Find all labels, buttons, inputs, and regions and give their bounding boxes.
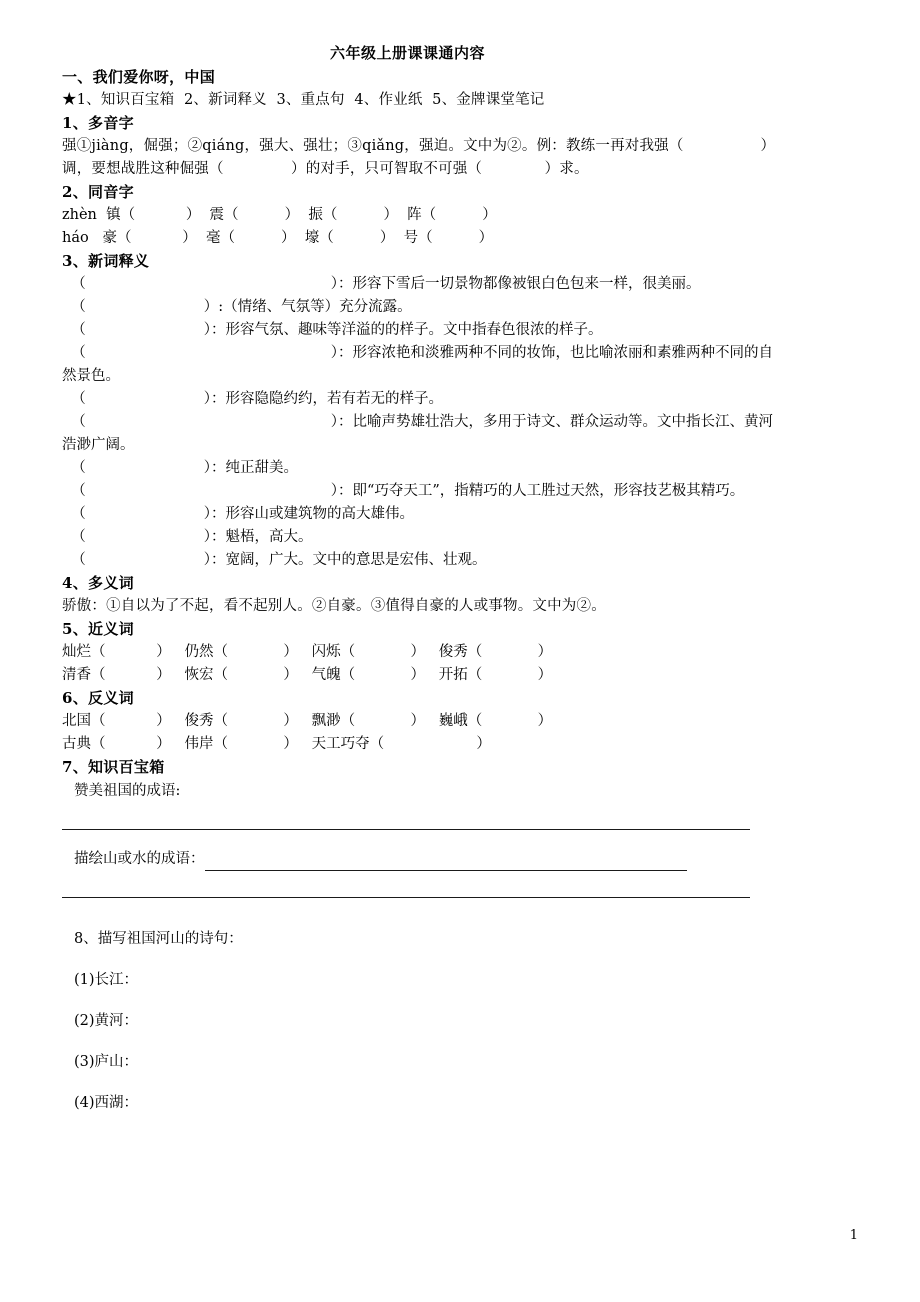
definition-blank[interactable] <box>86 513 204 526</box>
homophone-row <box>62 204 858 227</box>
definition-text: ）：形容隐隐约约，若有若无的样子。 <box>203 391 443 407</box>
synonym-row: 清香（ ） 恢宏（ ） 气魄（ ） 开拓（ ） <box>62 667 553 683</box>
definition-entry: （ ）：纯正甜美。 <box>62 457 858 480</box>
definition-entry: （ ）：形容气氛、趣味等洋溢的的样子。文中指春色很浓的样子。 <box>62 319 858 342</box>
poem-item-changjiang: (1)长江： <box>74 972 139 988</box>
definition-entry: （ ）：宽阔，广大。文中的意思是宏伟、壮观。 <box>62 549 858 572</box>
definition-text: ）：形容浓艳和淡雅两种不同的妆饰，也比喻浓丽和素雅两种不同的自 <box>330 345 773 361</box>
definition-text: ）：魁梧，高大。 <box>203 529 313 545</box>
section-7-body <box>62 780 858 898</box>
definition-entry: （ ）：比喻声势雄壮浩大，多用于诗文、群众运动等。文中指长江、黄河 <box>62 411 858 434</box>
section-1-line-1: 强①jiàng，倔强；②qiáng，强大、强壮；③qiǎng，强迫。文中为②。例：教练一再对我强（ ） <box>62 138 776 154</box>
unit-toc-line: ★1、知识百宝箱 2、新词释义 3、重点句 4、作业纸 5、金牌课堂笔记 <box>62 92 545 108</box>
definition-text: ）：形容山或建筑物的高大雄伟。 <box>203 506 414 522</box>
idiom-prompt-praise: 赞美祖国的成语: <box>74 783 181 799</box>
section-7-heading: 7、知识百宝箱 <box>62 758 165 776</box>
section-4-line: 骄傲：①自以为了不起，看不起别人。②自豪。③值得自豪的人或事物。文中为②。 <box>62 598 606 614</box>
definition-entry: （ ）:（情绪、气氛等）充分流露。 <box>62 296 858 319</box>
definition-text: ）:（情绪、气氛等）充分流露。 <box>203 299 412 315</box>
section-spacer <box>62 898 858 928</box>
unit-heading: 一、我们爱你呀，中国 <box>62 68 216 86</box>
antonym-row: 北国（ ） 俊秀（ ） 飘渺（ ） 巍峨（ ） <box>62 713 553 729</box>
poem-item-huanghe: (2)黄河： <box>74 1013 139 1029</box>
document-body <box>62 42 858 1115</box>
answer-space[interactable] <box>62 803 858 829</box>
definition-text: ）：即“巧夺天工”，指精巧的人工胜过天然，形容技艺极其精巧。 <box>330 483 745 499</box>
section-8-heading: 8、描写祖国河山的诗句： <box>74 931 243 947</box>
definition-entry: （ ）：形容隐隐约约，若有若无的样子。 <box>62 388 858 411</box>
homophone-cell: 豪（ ） <box>102 230 197 246</box>
definition-list <box>62 273 858 572</box>
definition-entry: （ ）：形容下雪后一切景物都像被银白色包来一样，很美丽。 <box>62 273 858 296</box>
pinyin-label: zhèn <box>62 207 97 223</box>
antonym-row: 古典（ ） 伟岸（ ） 天工巧夺（ ） <box>62 736 491 752</box>
definition-entry: （ ）：形容山或建筑物的高大雄伟。 <box>62 503 858 526</box>
definition-entry: （ ）：魁梧，高大。 <box>62 526 858 549</box>
definition-entry: （ ）：形容浓艳和淡雅两种不同的妆饰，也比喻浓丽和素雅两种不同的自 <box>62 342 858 365</box>
page-title: 六年级上册课课通内容 <box>329 44 485 62</box>
definition-blank[interactable] <box>86 329 204 342</box>
section-5-heading: 5、近义词 <box>62 620 134 638</box>
definition-text: ）：形容气氛、趣味等洋溢的的样子。文中指春色很浓的样子。 <box>203 322 603 338</box>
homophone-cell: 震（ ） <box>209 207 300 223</box>
section-4-heading: 4、多义词 <box>62 574 134 592</box>
definition-text: ）：形容下雪后一切景物都像被银白色包来一样，很美丽。 <box>330 276 701 292</box>
idiom-prompt-landscape <box>62 848 858 871</box>
homophone-row <box>62 227 858 250</box>
section-1-line-2: 调，要想战胜这种倔强（ ）的对手，只可智取不可强（ ）求。 <box>62 161 589 177</box>
answer-rule-inline[interactable] <box>205 857 687 871</box>
definition-blank[interactable] <box>86 536 204 549</box>
definition-blank[interactable] <box>86 490 331 503</box>
definition-entry: （ ）：即“巧夺天工”，指精巧的人工胜过天然，形容技艺极其精巧。 <box>62 480 858 503</box>
pinyin-label: háo <box>62 230 89 246</box>
homophone-cell: 振（ ） <box>308 207 398 223</box>
definition-blank[interactable] <box>86 283 331 296</box>
synonym-row: 灿烂（ ） 仍然（ ） 闪烁（ ） 俊秀（ ） <box>62 644 553 660</box>
answer-space[interactable] <box>62 1074 858 1092</box>
homophone-cell: 镇（ ） <box>106 207 201 223</box>
definition-text: ）：宽阔，广大。文中的意思是宏伟、壮观。 <box>203 552 487 568</box>
section-3-heading: 3、新词释义 <box>62 252 150 270</box>
poem-item-lushan: (3)庐山： <box>74 1054 139 1070</box>
page-number: 1 <box>849 1228 858 1243</box>
definition-blank[interactable] <box>86 467 204 480</box>
homophone-cell: 毫（ ） <box>205 230 296 246</box>
section-1-heading: 1、多音字 <box>62 114 134 132</box>
answer-space[interactable] <box>62 830 858 848</box>
definition-blank[interactable] <box>86 352 331 365</box>
poem-item-xihu: (4)西湖： <box>74 1095 139 1111</box>
definition-continuation: 然景色。 <box>62 368 120 384</box>
section-6-heading: 6、反义词 <box>62 689 134 707</box>
idiom-prompt-landscape-text: 描绘山或水的成语： <box>74 851 205 867</box>
homophone-cell: 阵（ ） <box>407 207 497 223</box>
definition-text: ）：比喻声势雄壮浩大，多用于诗文、群众运动等。文中指长江、黄河 <box>330 414 773 430</box>
definition-continuation: 浩渺广阔。 <box>62 437 135 453</box>
answer-space[interactable] <box>62 992 858 1010</box>
definition-blank[interactable] <box>86 559 204 572</box>
definition-blank[interactable] <box>86 421 331 434</box>
section-2-heading: 2、同音字 <box>62 183 134 201</box>
answer-space[interactable] <box>62 951 858 969</box>
homophone-cell: 壕（ ） <box>304 230 395 246</box>
answer-space[interactable] <box>62 1033 858 1051</box>
definition-blank[interactable] <box>86 398 204 411</box>
definition-text: ）：纯正甜美。 <box>203 460 298 476</box>
definition-blank[interactable] <box>86 306 204 319</box>
answer-space[interactable] <box>62 871 858 897</box>
homophone-cell: 号（ ） <box>403 230 494 246</box>
